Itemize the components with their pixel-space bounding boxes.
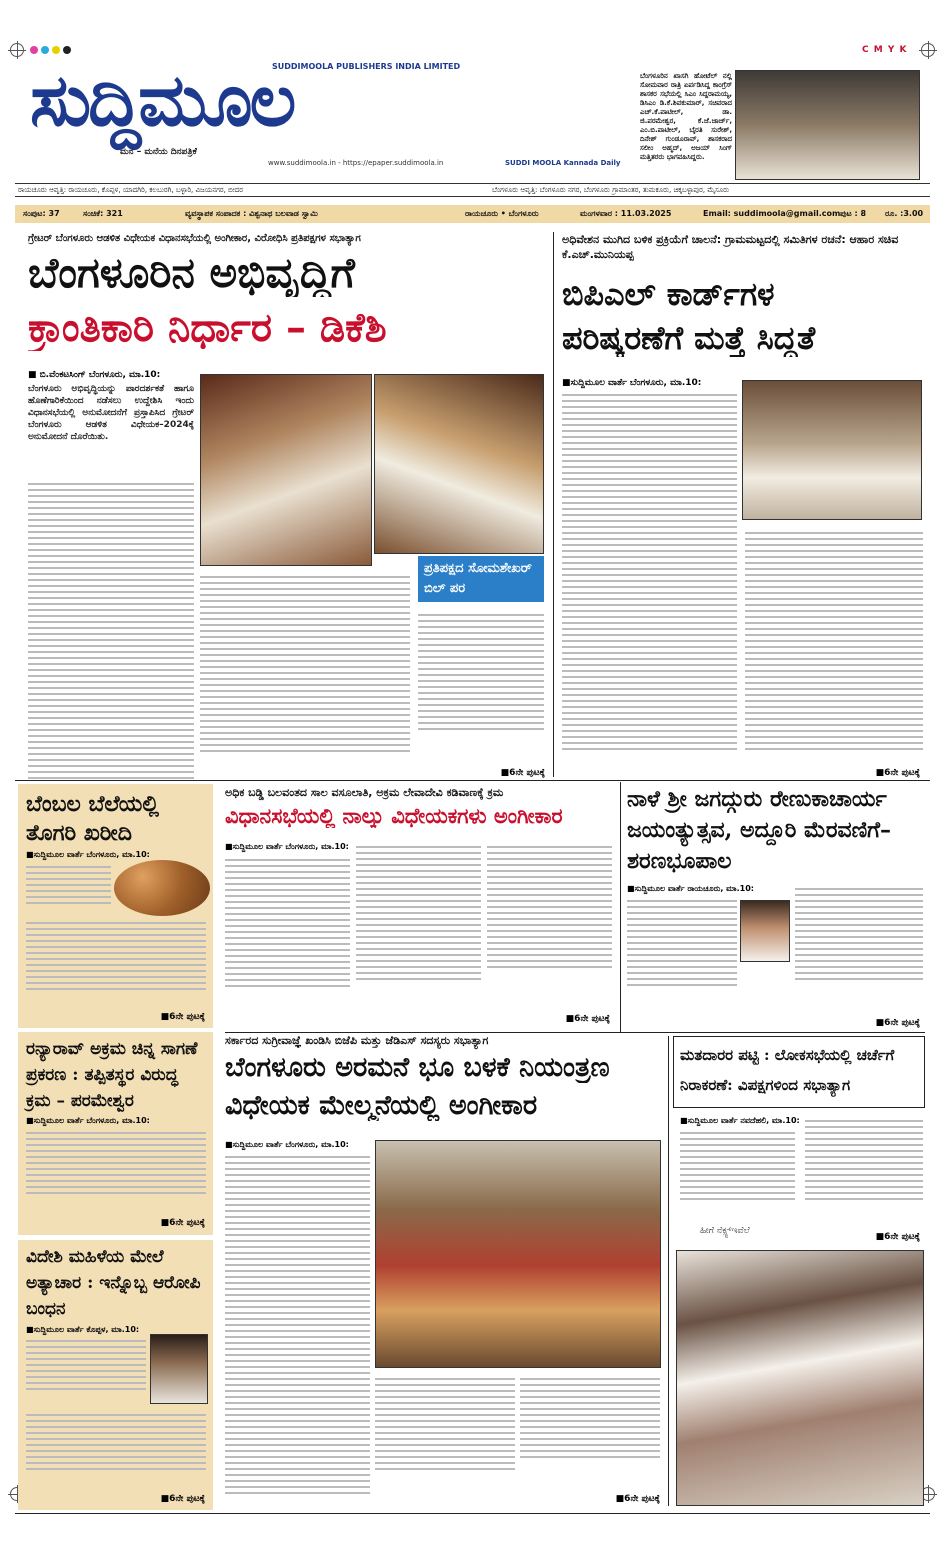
tur-continued[interactable]: ■6ನೇ ಪುಟಕ್ಕೆ xyxy=(160,1012,205,1022)
lead-intro: ಬೆಂಗಳೂರು ಅಭಿವೃದ್ಧಿಯನ್ನು ಪಾರದರ್ಶಕತೆ ಹಾಗೂ ಹೊಣೆಗಾರಿಕೆಯಿಂದ ನಡೆಸಲು ಉದ್ದೇಶಿಸಿ ಇಂದು ವಿಧಾನಸಭೆಯಲ್ಲಿ ಅನುಮೋದನೆಗೆ ಪ್ರಸ್ತಾಪಿಸಿದ ಗ್ರೇಟರ್ ಬೆಂಗಳೂರು ಆಡಳಿತ ವಿಧೇಯಕ–2024ಕ್ಕೆ ಅನುಮೋದನೆ ದೊರೆಯಿತು. xyxy=(28,384,194,442)
lead-kicker: ಗ್ರೇಟರ್ ಬೆಂಗಳೂರು ಆಡಳಿತ ವಿಧೇಯಕ ವಿಧಾನಸಭೆಯಲ್ಲಿ ಅಂಗೀಕಾರ, ವಿರೋಧಿಸಿ ಪ್ರತಿಪಕ್ಷಗಳ ಸಭಾತ್ಯಾಗ xyxy=(28,233,361,244)
foreign-continued[interactable]: ■6ನೇ ಪುಟಕ್ಕೆ xyxy=(160,1494,205,1504)
bpl-headline-2: ಪರಿಷ್ಕರಣೆಗೆ ಮತ್ತೆ ಸಿದ್ಧತೆ xyxy=(562,320,816,357)
voter-byline: ■ಸುದ್ದಿಮೂಲ ವಾರ್ತೆ ನವದೆಹಲಿ, ಮಾ.10: xyxy=(680,1116,800,1125)
managing-editor: ವ್ಯವಸ್ಥಾಪಕ ಸಂಪಾದಕ : ವಿಶ್ವನಾಥ ಬಲವಾಡ ಸ್ವಾಮಿ xyxy=(185,209,318,218)
jayanti-body-col1 xyxy=(627,896,737,1021)
info-bar xyxy=(15,205,930,223)
bpl-kicker: ಅಧಿವೇಶನ ಮುಗಿದ ಬಳಿಕ ಪ್ರಕ್ರಿಯೆಗೆ ಚಾಲನೆ: ಗ್ರಾಮಮಟ್ಟದಲ್ಲಿ ಸಮಿತಿಗಳ ರಚನೆ: ಆಹಾರ ಸಚಿವ ಕೆ.ಎಚ್.ಮುನಿಯಪ್ಪ xyxy=(562,233,899,261)
tur-body-2 xyxy=(26,918,206,1008)
registration-mark xyxy=(921,43,935,57)
bills-headline: ವಿಧಾನಸಭೆಯಲ್ಲಿ ನಾಲ್ಕು ವಿಧೇಯಕಗಳು ಅಂಗೀಕಾರ xyxy=(225,804,563,828)
cmyk-label: C M Y K xyxy=(862,45,908,55)
tur-body xyxy=(26,862,111,912)
opposition-label: ಪ್ರತಿಪಕ್ಷದ ಸೋಮಶೇಖರ್ ಬಿಲ್ ಪರ xyxy=(418,556,544,602)
edition-right: ಬೆಂಗಳೂರು ಆವೃತ್ತಿ: ಬೆಂಗಳೂರು ನಗರ, ಬೆಂಗಳೂರು ಗ್ರಾಮಾಂತರ, ತುಮಕೂರು, ಚಿಕ್ಕಬಳ್ಳಾಪುರ, ಮೈಸೂರು xyxy=(492,186,730,194)
voter-body-col2 xyxy=(805,1116,923,1231)
palace-continued[interactable]: ■6ನೇ ಪುಟಕ್ಕೆ xyxy=(615,1494,660,1504)
bills-byline: ■ಸುದ್ದಿಮೂಲ ವಾರ್ತೆ ಬೆಂಗಳೂರು, ಮಾ.10: xyxy=(225,842,349,851)
bills-kicker: ಅಧಿಕ ಬಡ್ಡಿ ಬಲವಂತದ ಸಾಲ ವಸೂಲಾತಿ, ಅಕ್ರಮ ಲೇವಾದೇವಿ ಕಡಿವಾಣಕ್ಕೆ ಕ್ರಮ xyxy=(225,786,504,799)
editions-row xyxy=(15,183,930,197)
jayanti-byline: ■ಸುದ್ದಿಮೂಲ ವಾರ್ತೆ ರಾಯಚೂರು, ಮಾ.10: xyxy=(627,884,754,893)
foreign-headline: ವಿದೇಶಿ ಮಹಿಳೆಯ ಮೇಲೆ ಅತ್ಯಾಚಾರ : ಇನ್ನೊಬ್ಬ ಆರೋಪಿ ಬಂಧನ xyxy=(26,1247,201,1319)
palace-headline-1: ಬೆಂಗಳೂರು ಅರಮನೆ ಭೂ ಬಳಕೆ ನಿಯಂತ್ರಣ xyxy=(225,1052,610,1083)
bills-body-col3 xyxy=(487,842,612,1012)
jayanti-body-col2 xyxy=(795,884,923,1014)
tur-dal-photo xyxy=(114,860,210,916)
tur-byline: ■ಸುದ್ದಿಮೂಲ ವಾರ್ತೆ ಬೆಂಗಳೂರು, ಮಾ.10: xyxy=(26,850,150,859)
issue: ಸಂಚಿಕೆ: 321 xyxy=(83,209,123,218)
bpl-headline-1: ಬಿಪಿಎಲ್ ಕಾರ್ಡ್‌ಗಳ xyxy=(562,276,775,313)
lead-body xyxy=(28,479,194,809)
page-count: ಪುಟ : 8 xyxy=(840,209,867,218)
masthead-tagline: ಮನ – ಮನೆಯ ದಿನಪತ್ರಿಕೆ xyxy=(120,147,197,157)
jayanti-continued[interactable]: ■6ನೇ ಪುಟಕ್ಕೆ xyxy=(875,1018,920,1028)
edition-left: ರಾಯಚೂರು ಆವೃತ್ತಿ: ರಾಯಚೂರು, ಕೊಪ್ಪಳ, ಯಾದಗಿರಿ, ಕಲಬುರಗಿ, ಬಳ್ಳಾರಿ, ವಿಜಯನಗರ, ಬೀದರ xyxy=(18,186,244,194)
palace-kicker: ಸರ್ಕಾರದ ಸುಗ್ರೀವಾಜ್ಞೆ ಖಂಡಿಸಿ ಬಿಜೆಪಿ ಮತ್ತು ಜೆಡಿಎಸ್ ಸದಸ್ಯರು ಸಭಾತ್ಯಾಗ xyxy=(225,1034,489,1047)
foreign-photo-accused xyxy=(150,1334,208,1404)
ranya-headline: ರನ್ಯಾರಾವ್ ಅಕ್ರಮ ಚಿನ್ನ ಸಾಗಣೆ ಪ್ರಕರಣ : ತಪ್ಪಿತಸ್ಥರ ವಿರುದ್ಧ ಕ್ರಮ – ಪರಮೇಶ್ವರ xyxy=(26,1039,198,1111)
cities: ರಾಯಚೂರು • ಬೆಂಗಳೂರು xyxy=(465,209,539,218)
lead-headline-2: ಕ್ರಾಂತಿಕಾರಿ ನಿರ್ಧಾರ – ಡಿಕೆಶಿ xyxy=(28,305,387,351)
lead-body-col2 xyxy=(200,572,410,762)
top-photo-caption: ಬೆಂಗಳೂರಿನ ಖಾಸಗಿ ಹೋಟೆಲ್ ನಲ್ಲಿ ಸೋಮವಾರ ರಾತ್ರಿ ಏರ್ಪಡಿಸಿದ್ದ ಕಾಂಗ್ರೆಸ್ ಶಾಸಕರ ಸಭೆಯಲ್ಲಿ ಸಿಎಂ ಸಿದ್ದರಾಮಯ್ಯ, ಡಿಸಿಎಂ ಡಿ.ಕೆ.ಶಿವಕುಮಾರ್, ಸಚಿವರಾದ ಎಚ್.ಕೆ.ಪಾಟೀಲ್, ಡಾ. ಜಿ.ಪರಮೇಶ್ವರ, ಕೆ.ಜೆ.ಜಾರ್ಜ್, ಎಂ.ಬಿ.ಪಾಟೀಲ್, ಬೈರತಿ ಸುರೇಶ್, ದಿನೇಶ್ ಗುಂಡೂರಾವ್, ಶಾಸಕರಾದ ಸಲೀಂ ಅಹ್ಮದ್, ಅಜಯ್ ಸಿಂಗ್ ಮತ್ತಿತರರು ಭಾಗವಹಿಸಿದ್ದರು. xyxy=(640,72,732,161)
foreign-byline: ■ಸುದ್ದಿಮೂಲ ವಾರ್ತೆ ಕೊಪ್ಪಳ, ಮಾ.10: xyxy=(26,1325,140,1334)
paper-name: SUDDI MOOLA Kannada Daily xyxy=(505,159,621,167)
bills-continued[interactable]: ■6ನೇ ಪುಟಕ್ಕೆ xyxy=(565,1014,610,1024)
lead-byline: ■ ಬಿ.ವೆಂಕಟಸಿಂಗ್ ಬೆಂಗಳೂರು, ಮಾ.10: xyxy=(28,370,161,380)
foreign-body xyxy=(26,1336,146,1406)
masthead-logo: ಸುದ್ದಿಮೂಲ xyxy=(30,58,294,142)
date: ಮಂಗಳವಾರ : 11.03.2025 xyxy=(580,209,672,218)
palace-body-col3 xyxy=(520,1374,660,1489)
volume: ಸಂಪುಟ: 37 xyxy=(23,209,60,218)
palace-body-col2 xyxy=(375,1374,515,1504)
jayanti-headline: ನಾಳೆ ಶ್ರೀ ಜಗದ್ಗುರು ರೇಣುಕಾಚಾರ್ಯ ಜಯಂತ್ಯುತ್ಸವ, ಅದ್ದೂರಿ ಮೆರವಣಿಗೆ–ಶರಣಭೂಪಾಲ xyxy=(627,786,891,874)
top-photo-meeting xyxy=(735,70,920,180)
ranya-body xyxy=(26,1128,206,1213)
voter-headline: ಮತದಾರರ ಪಟ್ಟಿ : ಲೋಕಸಭೆಯಲ್ಲಿ ಚರ್ಚೆಗೆ ನಿರಾಕರಣೆ: ವಿಪಕ್ಷಗಳಿಂದ ಸಭಾತ್ಯಾಗ xyxy=(680,1046,895,1094)
bills-body-col1 xyxy=(225,855,350,1027)
tur-headline: ಬೆಂಬಲ ಬೆಲೆಯಲ್ಲಿ ತೊಗರಿ ಖರೀದಿ xyxy=(26,791,159,846)
lead-photo-somashekar xyxy=(374,374,544,554)
price: ರೂ. :3.00 xyxy=(885,209,924,218)
voter-continued[interactable]: ■6ನೇ ಪುಟಕ್ಕೆ xyxy=(875,1232,920,1242)
voter-signature: ಹೀಗೆ ನೆಕ್ಸ್ಟ್‌ಇವೆಲೆ xyxy=(700,1226,750,1236)
bpl-body-col1 xyxy=(562,390,737,760)
website-link[interactable]: www.suddimoola.in - https://epaper.suddimoola.in xyxy=(268,159,444,167)
bpl-continued[interactable]: ■6ನೇ ಪುಟಕ್ಕೆ xyxy=(875,768,920,778)
lead-headline-1: ಬೆಂಗಳೂರಿನ ಅಭಿವೃದ್ಧಿಗೆ xyxy=(28,249,355,297)
voter-photo-opposition xyxy=(676,1250,924,1506)
foreign-body-2 xyxy=(26,1410,206,1490)
registration-mark xyxy=(10,43,24,57)
palace-photo-council xyxy=(375,1140,661,1368)
publisher-name: SUDDIMOOLA PUBLISHERS INDIA LIMITED xyxy=(272,62,461,71)
lead-continued[interactable]: ■6ನೇ ಪುಟಕ್ಕೆ xyxy=(500,768,545,778)
jayanti-photo-sharanabhupala xyxy=(740,900,790,962)
lead-photo-dks xyxy=(200,374,372,566)
palace-body-col1 xyxy=(225,1152,370,1507)
lead-body-col3 xyxy=(418,610,544,760)
bpl-byline: ■ಸುದ್ದಿಮೂಲ ವಾರ್ತೆ ಬೆಂಗಳೂರು, ಮಾ.10: xyxy=(562,378,702,388)
email[interactable]: Email: suddimoola@gmail.com xyxy=(703,209,841,218)
voter-body-col1 xyxy=(680,1128,795,1223)
ranya-continued[interactable]: ■6ನೇ ಪುಟಕ್ಕೆ xyxy=(160,1218,205,1228)
ranya-byline: ■ಸುದ್ದಿಮೂಲ ವಾರ್ತೆ ಬೆಂಗಳೂರು, ಮಾ.10: xyxy=(26,1116,150,1125)
palace-byline: ■ಸುದ್ದಿಮೂಲ ವಾರ್ತೆ ಬೆಂಗಳೂರು, ಮಾ.10: xyxy=(225,1140,349,1149)
palace-headline-2: ವಿಧೇಯಕ ಮೇಲ್ಮನೆಯಲ್ಲಿ ಅಂಗೀಕಾರ xyxy=(225,1090,538,1121)
bpl-body-col2 xyxy=(745,528,923,763)
bpl-photo-muniyappa xyxy=(742,380,922,520)
color-dots xyxy=(30,46,71,54)
bills-body-col2 xyxy=(356,842,481,1027)
